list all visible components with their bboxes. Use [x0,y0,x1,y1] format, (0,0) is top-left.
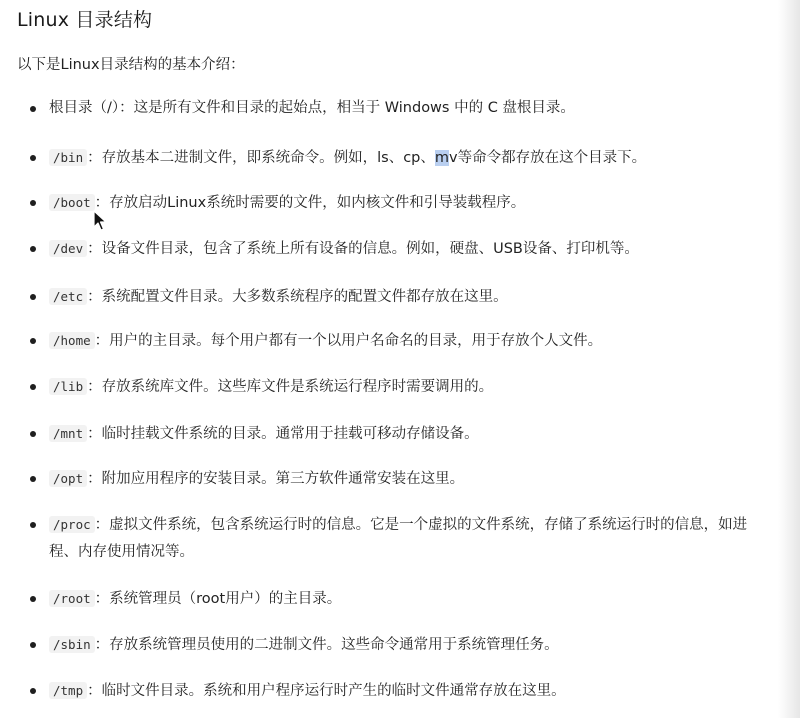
item-code: /boot [49,194,95,211]
bullet [30,246,36,252]
item-separator: ： [94,333,110,349]
bullet [30,431,36,437]
item-description: 这是所有文件和目录的起始点，相当于 Windows 中的 C 盘根目录。 [133,100,575,116]
item-separator: ： [94,195,110,211]
mouse-pointer-icon [93,210,109,232]
item-code: /bin [49,149,87,166]
bullet [30,642,36,648]
item-code: /sbin [49,636,95,653]
item-term: 根目录（/） [49,100,120,116]
bullet [30,688,36,694]
item-code: /lib [49,378,87,395]
item-content [49,327,780,355]
item-code: /home [49,332,95,349]
intro-text: 以下是Linux目录结构的基本介绍： [17,57,245,73]
item-description: 用户的主目录。每个用户都有一个以用户名命名的目录，用于存放个人文件。 [109,333,603,349]
item-code: /tmp [49,682,87,699]
item-separator: ： [119,100,134,116]
item-content [49,189,780,217]
list-item-dev [30,235,780,263]
item-separator: ： [87,426,102,442]
item-content [49,235,780,263]
bullet [30,294,36,300]
list-item-lib [30,373,780,401]
right-edge-shade [778,0,800,718]
item-description: 临时文件目录。系统和用户程序运行时产生的临时文件通常存放在这里。 [101,683,566,699]
list-item-opt [30,465,780,493]
item-content [49,631,780,659]
item-content [49,585,780,613]
item-description: 存放系统管理员使用的二进制文件。这些命令通常用于系统管理任务。 [109,637,559,653]
item-separator: ： [87,683,102,699]
item-content [49,95,780,122]
item-separator: ： [87,150,102,166]
item-content [49,465,780,493]
item-content [49,677,780,705]
bullet [30,155,36,161]
item-content [49,420,780,448]
list-item-proc [30,511,775,566]
item-description: 存放系统库文件。这些库文件是系统运行程序时需要调用的。 [101,379,494,395]
item-separator: ： [87,379,102,395]
item-description: 系统管理员（root用户）的主目录。 [109,591,342,607]
list-item-home [30,327,780,355]
item-description: 存放启动Linux系统时需要的文件，如内核文件和引导装载程序。 [109,195,526,211]
list-item-etc [30,283,780,311]
selection-highlight: m [434,150,449,166]
list-item-root-home [30,585,780,613]
item-code: /proc [49,516,95,533]
item-content [49,283,780,311]
item-separator: ： [87,471,102,487]
item-separator: ： [94,591,110,607]
item-separator: ： [87,289,102,305]
item-description-rest: v等命令都存放在这个目录下。 [449,150,647,166]
item-code: /etc [49,288,87,305]
bullet [30,522,36,528]
bullet [30,338,36,344]
item-description: 临时挂载文件系统的目录。通常用于挂载可移动存储设备。 [101,426,479,442]
item-content [49,511,775,566]
list-item-bin [30,144,780,172]
bullet [30,106,36,112]
list-item-boot [30,189,780,217]
item-code: /mnt [49,425,87,442]
item-description: 设备文件目录，包含了系统上所有设备的信息。例如，硬盘、USB设备、打印机等。 [101,241,639,257]
item-code: /dev [49,240,87,257]
list-item-mnt [30,420,780,448]
item-code: /opt [49,470,87,487]
item-description: 系统配置文件目录。大多数系统程序的配置文件都存放在这里。 [101,289,508,305]
item-description: 附加应用程序的安装目录。第三方软件通常安装在这里。 [101,471,465,487]
item-content [49,373,780,401]
item-description: 虚拟文件系统，包含系统运行时的信息。它是一个虚拟的文件系统，存储了系统运行时的信息，如进程、内存使用情况等。 [49,517,748,560]
page-title: Linux 目录结构 [17,9,153,31]
bullet [30,476,36,482]
item-separator: ： [87,241,102,257]
item-code: /root [49,590,95,607]
list-item-root [30,95,780,122]
list-item-tmp [30,677,780,705]
item-separator: ： [94,637,110,653]
bullet [30,384,36,390]
list-item-sbin [30,631,780,659]
item-separator: ： [94,517,110,533]
bullet [30,596,36,602]
bullet [30,200,36,206]
item-description: 存放基本二进制文件，即系统命令。例如，ls、cp、 [101,150,435,166]
item-content [49,144,780,172]
